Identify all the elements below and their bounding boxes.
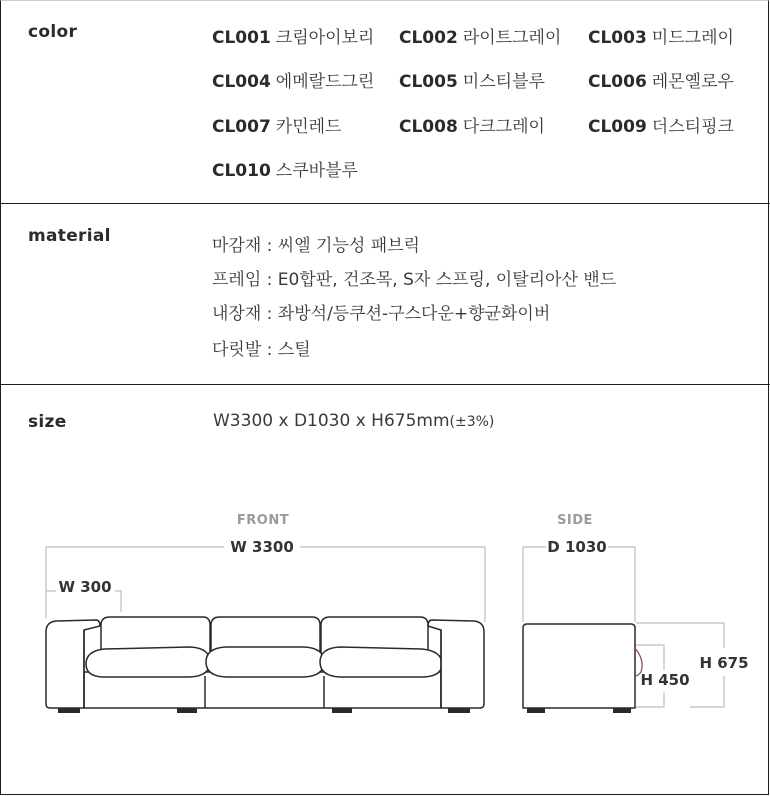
side-depth-label: D 1030 (547, 538, 607, 556)
color-name: 레몬옐로우 (651, 72, 734, 92)
color-code: CL008 (399, 117, 458, 137)
sofa-front-drawing (46, 617, 484, 713)
color-name: 카민레드 (275, 117, 342, 137)
side-depth-dimension (523, 547, 635, 622)
size-main: W3300 x D1030 x H675mm (213, 411, 450, 431)
color-code: CL002 (399, 28, 458, 48)
color-name: 미스티블루 (462, 72, 545, 92)
color-code: CL010 (212, 161, 271, 181)
color-code: CL007 (212, 117, 271, 137)
side-seat-height-label: H 450 (640, 671, 690, 689)
color-name: 에메랄드그린 (275, 72, 375, 92)
color-code: CL003 (588, 28, 647, 48)
front-view-title: FRONT (236, 513, 290, 528)
side-height-label: H 675 (699, 654, 749, 672)
sofa-side-drawing (523, 624, 642, 713)
front-width-label: W 3300 (230, 538, 294, 556)
front-arm-label: W 300 (58, 578, 112, 596)
color-section-label: color (28, 22, 78, 42)
size-section-label: size (28, 412, 67, 432)
color-name: 더스티핑크 (651, 117, 734, 137)
color-code: CL006 (588, 72, 647, 92)
color-name: 라이트그레이 (462, 28, 562, 48)
size-tolerance: (±3%) (449, 414, 495, 430)
color-name: 스쿠바블루 (275, 161, 358, 181)
side-view-title: SIDE (557, 513, 593, 528)
color-code: CL004 (212, 72, 271, 92)
color-code: CL005 (399, 72, 458, 92)
material-section-label: material (28, 226, 111, 246)
color-name: 미드그레이 (651, 28, 734, 48)
material-frame: 프레임 : E0합판, 건조목, S자 스프링, 이탈리아산 밴드 (212, 270, 617, 290)
front-width-dimension (46, 547, 485, 622)
material-finish: 마감재 : 씨엘 기능성 패브릭 (212, 236, 420, 256)
color-name: 다크그레이 (462, 117, 545, 137)
color-code: CL009 (588, 117, 647, 137)
material-filling: 내장재 : 좌방석/등쿠션-구스다운+향균화이버 (212, 304, 551, 324)
color-name: 크림아이보리 (275, 28, 375, 48)
color-code: CL001 (212, 28, 271, 48)
material-legs: 다릿발 : 스틸 (212, 340, 311, 360)
